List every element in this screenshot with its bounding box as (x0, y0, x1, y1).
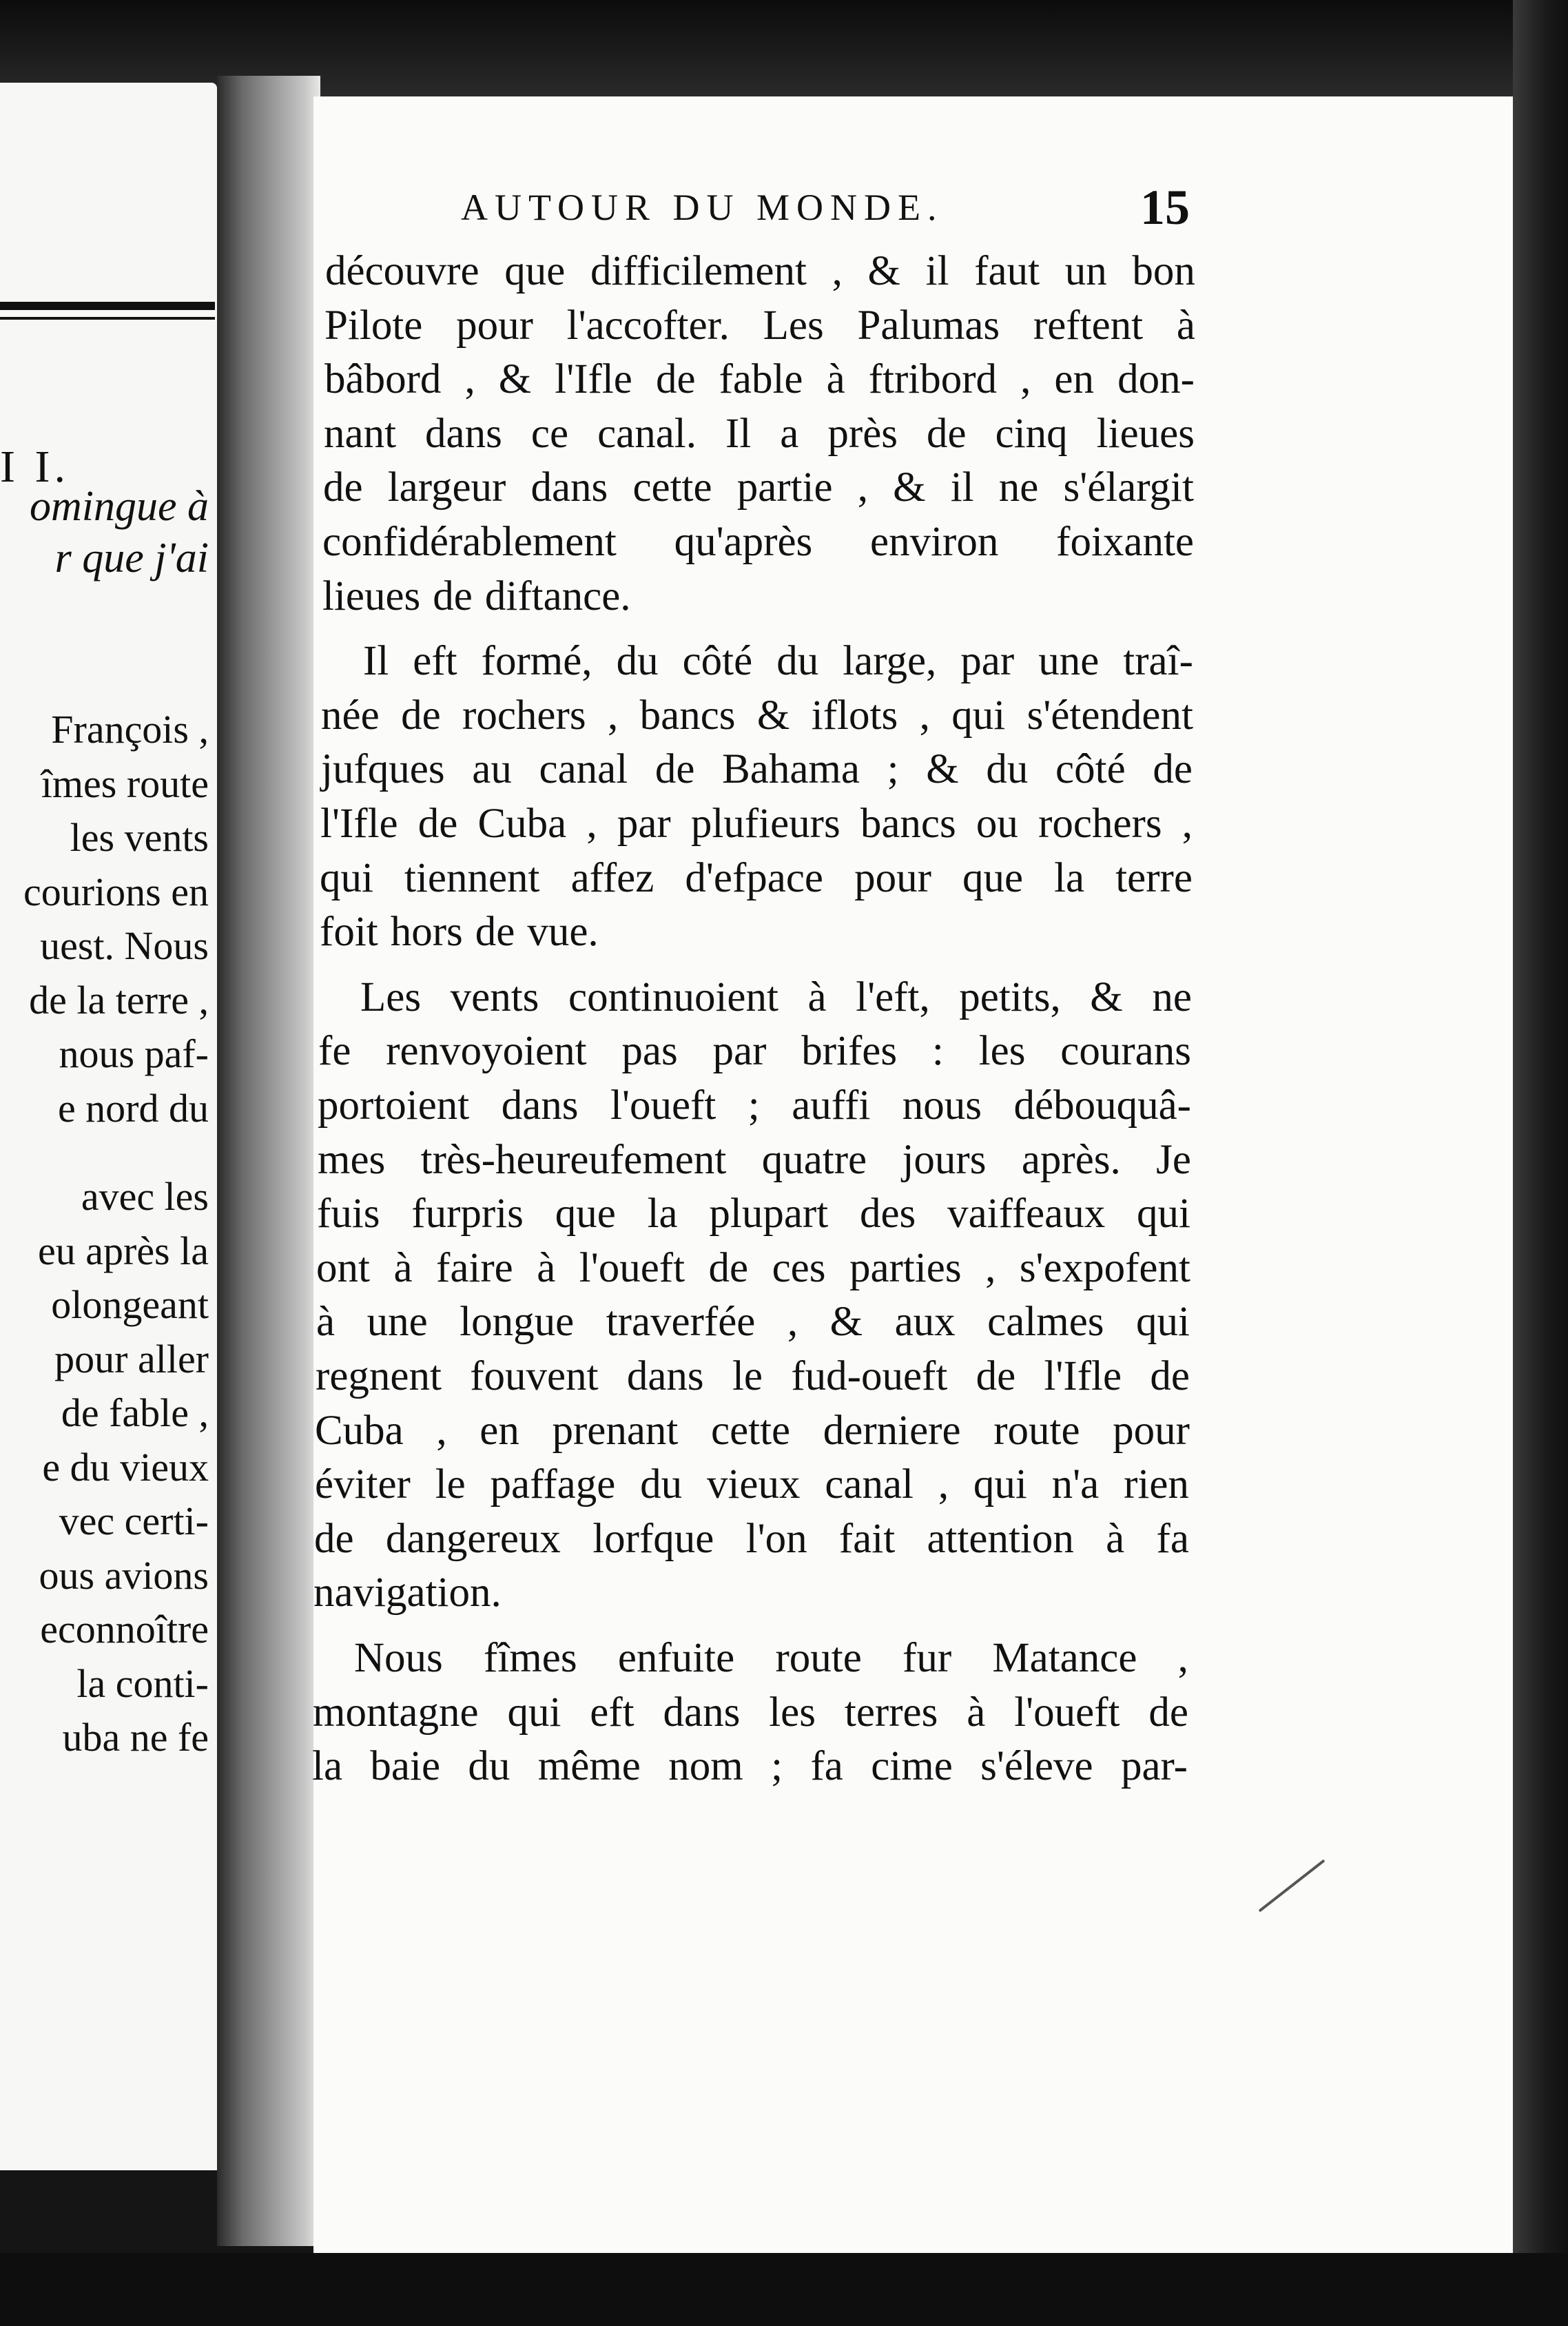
body-text-word: lieues (1096, 411, 1195, 457)
body-text-word: il (925, 248, 949, 294)
body-text-word: lorfque (592, 1516, 714, 1562)
body-text-word: la (312, 1743, 343, 1789)
body-text-line (314, 1512, 1189, 1566)
body-text-word: environ (870, 519, 999, 565)
body-text-word: Les (360, 974, 422, 1020)
left-page-text-line: uest. Nous (40, 923, 209, 968)
left-page-text-line: îmes route (41, 761, 209, 806)
scan-background-right (1513, 0, 1568, 2326)
body-text-word: nom (668, 1743, 743, 1789)
body-text-word: de (1153, 746, 1193, 792)
body-text-word: à (1176, 302, 1195, 349)
body-text-word: faire (436, 1245, 513, 1291)
body-text-word: foixante (1056, 519, 1194, 565)
body-text-word: fud-oueft (791, 1353, 948, 1399)
body-text-line (316, 1295, 1190, 1349)
body-text-word: Cuba (315, 1408, 404, 1454)
body-text-word: route (993, 1408, 1080, 1454)
body-text-word: courans (1060, 1028, 1191, 1074)
left-page-text-line: olongeant (51, 1282, 209, 1327)
body-text-word: large, (843, 638, 937, 684)
body-text-word: Bahama (722, 746, 860, 792)
body-text-word: près (827, 411, 898, 457)
body-text-word: la (647, 1191, 678, 1237)
body-text-word: l'oueft (610, 1082, 716, 1129)
body-text-word: & (829, 1299, 863, 1345)
body-text-word: de (475, 909, 515, 955)
book-gutter-shadow (217, 76, 320, 2246)
body-text-word: de (323, 464, 363, 511)
body-text-word: fuis (317, 1191, 380, 1237)
body-text-word: fa (1156, 1516, 1189, 1562)
body-text-word: de (433, 573, 473, 619)
body-text-word: le (732, 1353, 763, 1399)
body-text-line (320, 797, 1193, 851)
body-text-line (318, 1079, 1191, 1133)
body-text-word: qu'après (674, 519, 813, 565)
body-text-word: faut (974, 248, 1040, 294)
body-text-word: que (504, 248, 566, 294)
body-text-word: formé, (481, 638, 592, 684)
body-text-word: à (1106, 1516, 1125, 1562)
body-text-word: confidérablement (322, 519, 617, 565)
body-text-word: des (859, 1191, 916, 1237)
left-facing-page (0, 83, 217, 2170)
body-text-word: dans (501, 1082, 579, 1129)
body-text-word: & (926, 746, 959, 792)
body-text-line (324, 353, 1195, 406)
body-text-word: ces (772, 1245, 826, 1291)
left-page-text-line: vec certi- (59, 1499, 209, 1543)
body-text-word: calmes (987, 1299, 1104, 1345)
body-text-line (324, 299, 1195, 353)
body-text-word: qui (1136, 1299, 1190, 1345)
body-text-word: difficilement (590, 248, 807, 294)
body-text-word: mes (318, 1137, 386, 1183)
body-text-word: en (1054, 356, 1094, 402)
body-text-word: du (468, 1743, 510, 1789)
body-text-word: du (776, 638, 819, 684)
body-text-word: même (537, 1743, 641, 1789)
body-text-word: Les (763, 302, 824, 349)
body-text-line (322, 570, 1194, 624)
body-text-word: l'accofter. (566, 302, 730, 349)
body-text-word: pour (854, 855, 931, 901)
body-text-word: l'Ifle (1044, 1353, 1122, 1399)
body-text-line (322, 515, 1194, 569)
body-text-word: regnent (316, 1353, 442, 1399)
body-text-word: de (314, 1516, 354, 1562)
body-text-word: jufques (321, 746, 445, 792)
left-page-text-line: la conti- (76, 1661, 209, 1706)
body-text-word: auffi (792, 1082, 871, 1129)
body-text-word: foit (320, 909, 378, 955)
body-text-word: débouquâ- (1013, 1082, 1191, 1129)
body-text-word: l'oueft (579, 1245, 685, 1291)
body-text-word: par (617, 801, 671, 847)
body-text-word: de (401, 692, 441, 739)
body-text-word: l'oueft (1014, 1689, 1120, 1736)
right-page (313, 96, 1513, 2253)
body-text-line (324, 407, 1195, 461)
body-text-word: dans (626, 1353, 704, 1399)
body-text-word: diftance. (484, 573, 631, 619)
body-text-word: navigation. (313, 1569, 502, 1616)
body-text-word: tiennent (404, 855, 540, 901)
body-text-line (354, 1632, 1188, 1685)
body-text-line (315, 1458, 1189, 1512)
body-text-line (363, 635, 1193, 688)
body-text-word: pour (456, 302, 533, 349)
body-text-word: terres (844, 1689, 938, 1736)
body-text-line (321, 689, 1193, 743)
body-text-word: fouvent (470, 1353, 599, 1399)
body-text-word: cime (871, 1743, 953, 1789)
body-text-line (318, 1133, 1191, 1187)
body-text-word: & (1090, 974, 1123, 1020)
body-text-word: montagne (313, 1689, 479, 1736)
body-text-word: don- (1117, 356, 1195, 402)
body-text-word: vieux (706, 1461, 801, 1507)
body-text-line (317, 1187, 1190, 1241)
body-text-word: qui (507, 1689, 561, 1736)
body-text-word: Nous (354, 1635, 443, 1681)
body-text-word: , (436, 1408, 447, 1454)
body-text-word: a (780, 411, 799, 457)
body-text-word: plufieurs (690, 801, 840, 847)
body-text-word: qui (951, 692, 1006, 739)
body-text-word: portoient (318, 1082, 470, 1129)
body-text-line (316, 1242, 1190, 1295)
body-text-word: après. (1021, 1137, 1121, 1183)
body-text-word: hors (390, 909, 463, 955)
body-text-word: , (1020, 356, 1031, 402)
scan-background-bottom (0, 2253, 1568, 2326)
body-text-word: s'élargit (1063, 464, 1194, 511)
body-text-word: de (976, 1353, 1016, 1399)
body-text-line (323, 461, 1194, 515)
left-page-italic-line: omingue à (29, 483, 209, 530)
body-text-word: jours (902, 1137, 987, 1183)
body-text-word: vaiffeaux (947, 1191, 1106, 1237)
body-text-line (313, 1686, 1188, 1740)
body-text-word: , (464, 356, 475, 402)
left-page-text-line: nous paf- (59, 1031, 209, 1076)
body-text-line (360, 971, 1192, 1025)
body-text-word: dans (530, 464, 608, 511)
body-text-word: l'Ifle (555, 356, 632, 402)
body-text-word: d'efpace (685, 855, 823, 901)
body-text-word: ; (747, 1082, 760, 1129)
body-text-word: & (867, 248, 900, 294)
body-text-word: Cuba (477, 801, 567, 847)
body-text-word: née (321, 692, 380, 739)
left-page-text-line: avec les (81, 1174, 209, 1219)
body-text-word: n'a (1051, 1461, 1100, 1507)
body-text-word: du (986, 746, 1029, 792)
body-text-word: du (616, 638, 659, 684)
body-text-word: , (832, 248, 843, 294)
left-page-italic-line: r que j'ai (54, 535, 209, 582)
body-text-word: traî- (1123, 638, 1193, 684)
left-page-text-line: les vents (70, 815, 209, 860)
body-text-word: , (919, 692, 930, 739)
body-text-line (320, 852, 1193, 905)
left-page-rule-thin (0, 317, 215, 320)
body-text-word: s'expofent (1019, 1245, 1190, 1291)
body-text-word: fur (902, 1635, 952, 1681)
body-text-word: le (435, 1461, 466, 1507)
body-text-word: fait (838, 1516, 896, 1562)
left-page-text-line: eu après la (38, 1228, 209, 1273)
body-text-word: à (316, 1299, 336, 1345)
body-text-word: par (712, 1028, 767, 1074)
body-text-word: enfuite (617, 1635, 735, 1681)
body-text-word: une (367, 1299, 428, 1345)
body-text-word: par- (1120, 1743, 1188, 1789)
body-text-line (318, 1025, 1191, 1078)
body-text-word: & (498, 356, 532, 402)
body-text-word: un (1064, 248, 1107, 294)
body-text-word: , (938, 1461, 949, 1507)
body-text-word: de (417, 801, 458, 847)
body-text-word: cette (632, 464, 712, 511)
body-text-word: largeur (387, 464, 506, 511)
body-text-word: fa (810, 1743, 843, 1789)
body-text-word: fîmes (484, 1635, 577, 1681)
body-text-word: canal (825, 1461, 914, 1507)
body-text-line (315, 1404, 1190, 1458)
body-text-word: s'éleve (980, 1743, 1093, 1789)
left-page-text-line: de fable , (61, 1390, 209, 1435)
body-text-word: côté (1055, 746, 1126, 792)
body-text-word: côté (682, 638, 753, 684)
body-text-word: de (1150, 1353, 1190, 1399)
body-text-word: furpris (411, 1191, 524, 1237)
body-text-word: éviter (315, 1461, 411, 1507)
body-text-word: lieues (322, 573, 421, 619)
body-text-word: pour (1113, 1408, 1190, 1454)
body-text-word: du (640, 1461, 683, 1507)
body-text-word: en (479, 1408, 519, 1454)
body-text-word: que (555, 1191, 616, 1237)
body-text-line (316, 1350, 1190, 1403)
body-text-word: qui (1137, 1191, 1190, 1237)
body-text-word: au (472, 746, 512, 792)
body-text-word: prenant (552, 1408, 679, 1454)
body-text-word: Je (1156, 1137, 1191, 1183)
body-text-word: ont (316, 1245, 370, 1291)
body-text-word: : (931, 1028, 944, 1074)
body-text-word: Matance (992, 1635, 1137, 1681)
body-text-word: canal (539, 746, 628, 792)
body-text-word: rochers (1038, 801, 1162, 847)
body-text-word: découvre (325, 248, 479, 294)
body-text-word: qui (320, 855, 373, 901)
body-text-word: Pilote (324, 302, 423, 349)
left-page-text-line: de la terre , (29, 978, 209, 1022)
body-text-word: ce (530, 411, 569, 457)
body-text-word: la (1054, 855, 1085, 901)
body-text-word: pas (621, 1028, 678, 1074)
body-text-word: à (826, 356, 845, 402)
body-text-word: & (893, 464, 926, 511)
body-text-word: terre (1115, 855, 1193, 901)
body-text-line (321, 743, 1193, 796)
left-page-text-line: courions en (23, 869, 209, 914)
body-text-word: reftent (1033, 302, 1144, 349)
body-text-word: , (1182, 801, 1193, 847)
body-text-word: de (654, 746, 695, 792)
body-text-word: plupart (709, 1191, 829, 1237)
body-text-word: très-heureufement (420, 1137, 727, 1183)
body-text-word: vents (450, 974, 539, 1020)
left-page-text-line: pour aller (54, 1337, 209, 1381)
body-text-word: aux (894, 1299, 956, 1345)
body-text (313, 96, 1513, 2253)
body-text-word: de (655, 356, 696, 402)
body-text-word: de (927, 411, 967, 457)
body-text-word: brifes (801, 1028, 898, 1074)
body-text-word: affez (570, 855, 654, 901)
body-text-word: ou (976, 801, 1018, 847)
body-text-word: dans (425, 411, 502, 457)
body-text-word: , (985, 1245, 996, 1291)
body-text-word: bon (1132, 248, 1195, 294)
body-text-word: à (393, 1245, 413, 1291)
body-text-word: Il (725, 411, 752, 457)
body-text-word: ftribord (868, 356, 998, 402)
body-text-word: partie (736, 464, 833, 511)
body-text-word: rien (1124, 1461, 1189, 1507)
body-text-word: ; (887, 746, 899, 792)
body-text-word: iflots (811, 692, 898, 739)
body-text-word: une (1038, 638, 1100, 684)
body-text-word: Palumas (857, 302, 1000, 349)
body-text-word: baie (370, 1743, 441, 1789)
body-text-word: traverfée (606, 1299, 756, 1345)
body-text-word: derniere (823, 1408, 961, 1454)
body-text-word: ; (771, 1743, 783, 1789)
body-text-word: & (756, 692, 790, 739)
body-text-word: longue (460, 1299, 575, 1345)
body-text-word: , (787, 1299, 798, 1345)
body-text-word: , (1177, 1635, 1188, 1681)
body-text-word: nant (324, 411, 397, 457)
body-text-word: l'eft, (856, 974, 930, 1020)
body-text-word: à (537, 1245, 556, 1291)
body-text-word: ne (998, 464, 1039, 511)
body-text-word: de (1148, 1689, 1188, 1736)
body-text-word: Il (363, 638, 389, 684)
body-text-word: attention (927, 1516, 1074, 1562)
body-text-word: bancs (860, 801, 956, 847)
body-text-word: que (962, 855, 1024, 901)
body-text-word: paffage (490, 1461, 616, 1507)
body-text-word: il (950, 464, 974, 511)
left-page-text-line: e du vieux (42, 1445, 209, 1490)
body-text-word: , (607, 692, 619, 739)
body-text-word: dangereux (385, 1516, 561, 1562)
body-text-word: ne (1152, 974, 1192, 1020)
body-text-word: l'Ifle (320, 801, 398, 847)
body-text-word: à (967, 1689, 986, 1736)
body-text-word: dans (663, 1689, 741, 1736)
left-page-text-line: François , (51, 707, 209, 752)
body-text-word: renvoyoient (386, 1028, 587, 1074)
left-page-heading: I I. (0, 442, 70, 492)
body-text-word: route (775, 1635, 862, 1681)
body-text-word: bancs (639, 692, 736, 739)
body-text-word: cinq (995, 411, 1068, 457)
body-text-word: eft (590, 1689, 635, 1736)
body-text-word: à (807, 974, 827, 1020)
left-page-text-line: e nord du (57, 1086, 209, 1131)
body-text-word: l'on (745, 1516, 807, 1562)
body-text-word: petits, (959, 974, 1061, 1020)
body-text-word: canal. (597, 411, 697, 457)
body-text-word: rochers (462, 692, 586, 739)
left-page-rule (0, 302, 215, 310)
body-text-line (313, 1566, 1188, 1620)
body-text-line (325, 245, 1195, 298)
body-text-word: continuoient (568, 974, 778, 1020)
body-text-word: , (586, 801, 597, 847)
left-page-text-line: econnoître (40, 1607, 209, 1651)
body-text-word: cette (711, 1408, 791, 1454)
body-text-word: bâbord (324, 356, 442, 402)
body-text-word: qui (973, 1461, 1027, 1507)
running-head: AUTOUR DU MONDE. (461, 187, 944, 228)
body-text-word: fe (318, 1028, 351, 1074)
body-text-word: , (857, 464, 868, 511)
body-text-word: parties (849, 1245, 962, 1291)
body-text-word: vue. (527, 909, 599, 955)
left-page-text-line: ous avions (39, 1553, 209, 1598)
body-text-line (320, 905, 1192, 959)
body-text-word: s'étendent (1027, 692, 1193, 739)
body-text-word: les (769, 1689, 816, 1736)
body-text-line (312, 1740, 1188, 1793)
body-text-word: fable (719, 356, 803, 402)
body-text-word: de (708, 1245, 749, 1291)
page-number: 15 (1140, 180, 1190, 235)
body-text-word: par (960, 638, 1015, 684)
body-text-word: les (978, 1028, 1026, 1074)
left-page-text-line: uba ne fe (62, 1715, 209, 1760)
body-text-word: quatre (761, 1137, 867, 1183)
body-text-word: nous (902, 1082, 982, 1129)
body-text-word: eft (413, 638, 457, 684)
